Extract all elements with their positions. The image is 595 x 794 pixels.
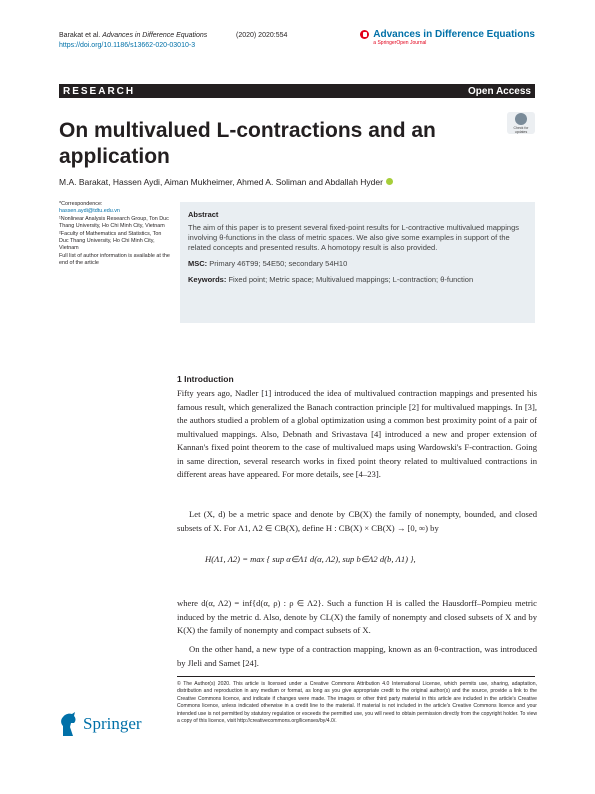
article-type-banner: [59, 84, 535, 98]
springer-wordmark: Springer: [83, 714, 142, 733]
article-type-label: RESEARCH: [63, 85, 136, 97]
keywords-label: Keywords:: [188, 275, 227, 284]
hausdorff-equation: H(Λ1, Λ2) = max { sup α∈Λ1 d(α, Λ2), sup b∈Λ2 d(b, Λ1) },: [205, 554, 416, 564]
running-header: [59, 31, 207, 51]
year-volume: (2020) 2020:554: [236, 32, 288, 39]
abstract-box: [180, 202, 535, 323]
journal-brand[interactable]: [360, 29, 535, 46]
correspondence-label: *Correspondence:: [59, 201, 103, 207]
article-title: On multivalued L-contractions and an application: [59, 119, 436, 168]
intro-paragraph-1: Fifty years ago, Nadler [1] introduced the idea of multivalued contraction mappings and presented his famous result, which generalized the Banach contraction principle [2] for multivalued mappings. In [3], the authors studied a problem of a global optimization using a common best proximity point of a pair of multivalued mappings. Also, Debnath and Srivastava [4] introduced a new and proper extension of Kannan's fixed point theorem to the case of multivalued maps using Wardowski's F-contraction. Going in same direction, several research works in fixed point theory related to multivalued contractions in different areas have appeared. For more details, see [4–23].: [177, 388, 537, 479]
abstract-heading: Abstract: [188, 210, 219, 219]
citation-line: [59, 31, 207, 41]
springer-horse-icon: [57, 710, 79, 738]
intro-paragraph-3: where d(α, Λ2) = inf{d(α, ρ) : ρ ∈ Λ2}. Such a function H is called the Hausdorff–Pompieu metric induced by the metric d. Also, denote by CL(X) the family of nonempty and closed subsets of X and by K(X) the family of nonempty and compact subsets of X.: [177, 598, 537, 635]
journal-logo-icon: [360, 30, 369, 39]
keywords-line: [188, 275, 527, 285]
full-list-note: Full list of author information is available at the end of the article: [59, 252, 170, 267]
author-list: [59, 177, 393, 188]
orcid-icon[interactable]: [386, 178, 393, 185]
open-access-label: Open Access: [468, 85, 531, 97]
intro-paragraph-4: On the other hand, a new type of a contraction mapping, known as an θ-contraction, was introduced by Jleli and Samet [24].: [177, 644, 537, 668]
section-heading-introduction: 1 Introduction: [177, 374, 234, 384]
abstract-text: The aim of this paper is to present several fixed-point results for L-contractive multivalued mappings involving θ-functions in the class of metric spaces. We also give some examples in support of the related concepts and presented results. A homotopy result is also provided.: [188, 223, 519, 252]
affiliation-1: ¹Nonlinear Analysis Research Group, Ton Duc Thang University, Ho Chi Minh City, Vietnam: [59, 215, 169, 230]
check-for-updates-label: Check for updates: [513, 125, 529, 134]
keywords-value: Fixed point; Metric space; Multivalued mappings; L-contraction; θ-function: [228, 275, 474, 284]
check-for-updates-badge[interactable]: [507, 112, 535, 134]
journal-subtitle: a SpringerOpen Journal: [373, 40, 427, 46]
correspondence-email[interactable]: hassen.aydi@tdtu.edu.vn: [59, 208, 120, 215]
affiliation-2: ²Faculty of Mathematics and Statistics, Ton Duc Thang University, Ho Chi Minh City, Vietnam: [59, 230, 162, 252]
license-divider: [177, 676, 535, 677]
msc-line: [188, 259, 527, 269]
citation-journal: Advances in Difference Equations: [102, 32, 208, 39]
msc-label: MSC:: [188, 259, 208, 268]
authors-text: M.A. Barakat, Hassen Aydi, Aiman Mukheimer, Ahmed A. Soliman and Abdallah Hyder: [59, 177, 383, 187]
journal-title: Advances in Difference Equations: [373, 29, 535, 40]
license-text: © The Author(s) 2020. This article is licensed under a Creative Commons Attribution 4.0 International License, which permits use, sharing, adaptation, distribution and reproduction in any medium or format, as long as you give appropriate credit to the original author(s) and the source, provide a link to the Creative Commons licence, and indicate if changes were made. The images or other third party material in this article are included in the article's Creative Commons licence, unless indicated otherwise in a credit line to the material. If material is not included in the article's Creative Commons licence and your intended use is not permitted by statutory regulation or exceeds the permitted use, you will need to obtain permission directly from the copyright holder. To view a copy of this licence, visit http://creativecommons.org/licenses/by/4.0/.: [177, 681, 537, 725]
msc-value: Primary 46T99; 54E50; secondary 54H10: [209, 259, 348, 268]
affiliations: [59, 201, 171, 268]
check-for-updates-icon: [515, 113, 527, 125]
doi-link[interactable]: https://doi.org/10.1186/s13662-020-03010-3: [59, 42, 196, 49]
intro-paragraph-2: Let (X, d) be a metric space and denote by CB(X) the family of nonempty, bounded, and closed subsets of X. For Λ1, Λ2 ∈ CB(X), define H : CB(X) × CB(X) → [0, ∞) by: [177, 509, 537, 533]
citation-authors: Barakat et al.: [59, 32, 101, 39]
springer-logo[interactable]: [57, 710, 142, 738]
